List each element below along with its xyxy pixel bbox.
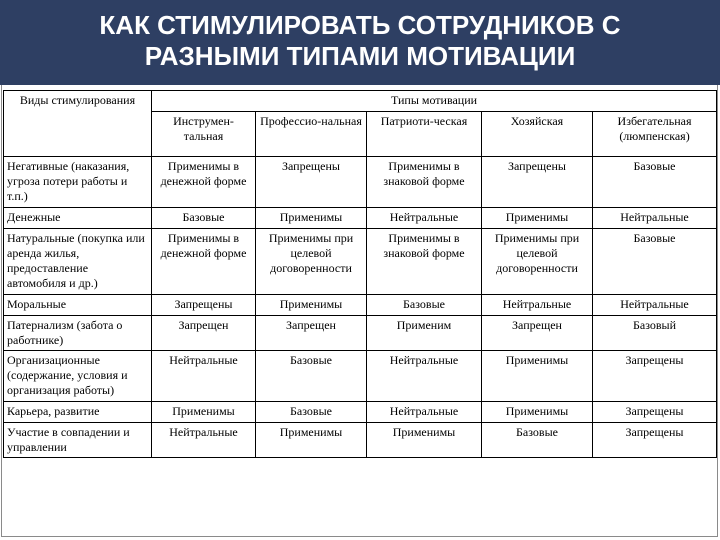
column-header: Профессио-нальная — [256, 112, 367, 157]
row-label: Карьера, развитие — [4, 402, 152, 423]
table-cell: Базовые — [593, 157, 717, 208]
table-cell: Базовые — [152, 208, 256, 229]
table-cell: Применимы — [367, 423, 482, 458]
table-cell: Запрещены — [593, 402, 717, 423]
table-cell: Нейтральные — [367, 208, 482, 229]
column-header: Хозяйская — [482, 112, 593, 157]
table-cell: Базовые — [256, 402, 367, 423]
table-cell: Запрещены — [482, 157, 593, 208]
table-cell: Нейтральные — [482, 295, 593, 316]
table-row — [4, 295, 717, 316]
table-cell: Применимы в денежной форме — [152, 229, 256, 295]
motivation-table — [3, 90, 717, 458]
table-cell: Базовый — [593, 316, 717, 351]
slide-title-line-1: КАК СТИМУЛИРОВАТЬ СОТРУДНИКОВ С — [99, 10, 621, 40]
table-row — [4, 229, 717, 295]
row-label: Патернализм (забота о работнике) — [4, 316, 152, 351]
column-header: Инструмен-тальная — [152, 112, 256, 157]
table-row — [4, 351, 717, 402]
table-cell: Запрещен — [256, 316, 367, 351]
row-label: Натуральные (покупка или аренда жилья, предоставление автомобиля и др.) — [4, 229, 152, 295]
table-cell: Запрещены — [593, 423, 717, 458]
table-cell: Применимы при целевой договоренности — [256, 229, 367, 295]
table-cell: Запрещены — [593, 351, 717, 402]
row-label: Денежные — [4, 208, 152, 229]
table-cell: Нейтральные — [152, 351, 256, 402]
table-cell: Применимы в денежной форме — [152, 157, 256, 208]
table-cell: Нейтральные — [152, 423, 256, 458]
group-header: Типы мотивации — [152, 91, 717, 112]
column-header: Патриоти-ческая — [367, 112, 482, 157]
row-label: Участие в совпадении и управлении — [4, 423, 152, 458]
table-cell: Нейтральные — [593, 208, 717, 229]
table-header-row — [4, 91, 717, 112]
table-cell: Базовые — [256, 351, 367, 402]
table-row — [4, 402, 717, 423]
table-row — [4, 208, 717, 229]
table-row — [4, 157, 717, 208]
table-cell: Применимы при целевой договоренности — [482, 229, 593, 295]
row-label: Негативные (наказания, угроза потери работы и т.п.) — [4, 157, 152, 208]
table-cell: Базовые — [482, 423, 593, 458]
table-cell: Применим — [367, 316, 482, 351]
table-cell: Нейтральные — [367, 402, 482, 423]
row-label: Организационные (содержание, условия и организация работы) — [4, 351, 152, 402]
table-row — [4, 423, 717, 458]
table-cell: Базовые — [593, 229, 717, 295]
table-cell: Применимы в знаковой форме — [367, 157, 482, 208]
table-cell: Применимы в знаковой форме — [367, 229, 482, 295]
table-cell: Применимы — [256, 295, 367, 316]
table-cell: Применимы — [482, 402, 593, 423]
corner-header: Виды стимулирования — [4, 91, 152, 157]
table-cell: Применимы — [482, 351, 593, 402]
table-cell: Нейтральные — [367, 351, 482, 402]
table-cell: Применимы — [152, 402, 256, 423]
table-cell: Запрещены — [152, 295, 256, 316]
slide-title-line-2: РАЗНЫМИ ТИПАМИ МОТИВАЦИИ — [144, 41, 576, 71]
table-cell: Применимы — [256, 423, 367, 458]
slide-title — [0, 0, 720, 85]
column-header: Избегательная (люмпенская) — [593, 112, 717, 157]
table-cell: Запрещен — [482, 316, 593, 351]
table-cell: Применимы — [482, 208, 593, 229]
row-label: Моральные — [4, 295, 152, 316]
table-cell: Запрещены — [256, 157, 367, 208]
table-cell: Применимы — [256, 208, 367, 229]
table-cell: Запрещен — [152, 316, 256, 351]
table-cell: Базовые — [367, 295, 482, 316]
table-row — [4, 316, 717, 351]
table-cell: Нейтральные — [593, 295, 717, 316]
